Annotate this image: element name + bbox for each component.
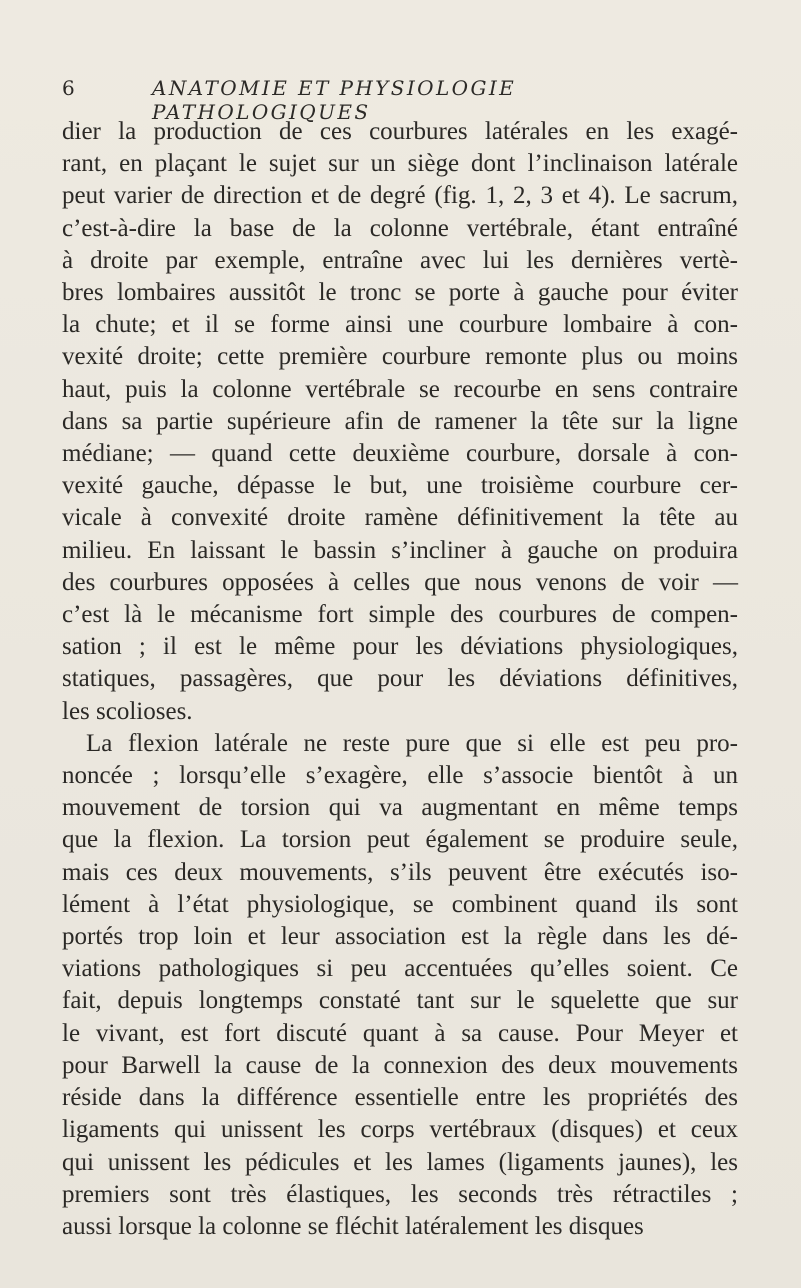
text-line: lément à l’état physiologique, se combinent quand ils sont bbox=[62, 890, 738, 918]
text-line: premiers sont très élastiques, les seconds très rétractiles ; bbox=[62, 1180, 738, 1208]
paragraph-1 bbox=[62, 116, 738, 728]
running-title: ANATOMIE ET PHYSIOLOGIE PATHOLOGIQUES bbox=[152, 76, 517, 124]
text-line: réside dans la différence essentielle entre les propriétés des bbox=[62, 1084, 738, 1112]
text-line: haut, puis la colonne vertébrale se recourbe en sens contraire bbox=[62, 375, 738, 403]
text-line: c’est-à-dire la base de la colonne vertébrale, étant entraîné bbox=[62, 214, 738, 242]
text-line: dier la production de ces courbures latérales en les exagé- bbox=[62, 118, 738, 145]
text-line: vexité droite; cette première courbure remonte plus ou moins bbox=[62, 343, 738, 371]
text-line: aussi lorsque la colonne se fléchit latéralement les disques bbox=[62, 1212, 644, 1240]
text-line: médiane; — quand cette deuxième courbure, dorsale à con- bbox=[62, 440, 738, 468]
text-line: à droite par exemple, entraîne avec lui les dernières vertè- bbox=[62, 246, 738, 274]
page-header bbox=[62, 76, 742, 124]
text-line: la chute; et il se forme ainsi une courbure lombaire à con- bbox=[62, 311, 738, 339]
text-line: portés trop loin et leur association est la règle dans les dé- bbox=[62, 923, 738, 951]
text-line: ligaments qui unissent les corps vertébraux (disques) et ceux bbox=[62, 1116, 738, 1144]
text-line: rant, en plaçant le sujet sur un siège dont l’inclinaison latérale bbox=[62, 150, 738, 178]
text-line: des courbures opposées à celles que nous venons de voir — bbox=[62, 568, 738, 596]
text-line: milieu. En laissant le bassin s’incliner à gauche on produira bbox=[62, 536, 738, 564]
text-line: dans sa partie supérieure afin de ramener la tête sur la ligne bbox=[62, 407, 738, 435]
text-line: vexité gauche, dépasse le but, une troisième courbure cer- bbox=[62, 472, 738, 500]
text-line: bres lombaires aussitôt le tronc se porte à gauche pour éviter bbox=[62, 279, 738, 307]
text-line: c’est là le mécanisme fort simple des courbures de compen- bbox=[62, 601, 738, 629]
text-line: pour Barwell la cause de la connexion des deux mouvements bbox=[62, 1051, 738, 1079]
text-line: vicale à convexité droite ramène définitivement la tête au bbox=[62, 504, 738, 532]
text-line: viations pathologiques si peu accentuées qu’elles soient. Ce bbox=[62, 955, 738, 983]
paragraph-2 bbox=[62, 728, 738, 1243]
text-line: sation ; il est le même pour les déviations physiologiques, bbox=[62, 633, 738, 661]
text-line: les scolioses. bbox=[62, 697, 193, 725]
page-number: 6 bbox=[62, 76, 75, 100]
text-line: que la flexion. La torsion peut également se produire seule, bbox=[62, 826, 738, 854]
text-line: qui unissent les pédicules et les lames (ligaments jaunes), les bbox=[62, 1148, 738, 1176]
text-line: La flexion latérale ne reste pure que si elle est peu pro- bbox=[86, 729, 738, 757]
text-line: noncée ; lorsqu’elle s’exagère, elle s’associe bientôt à un bbox=[62, 762, 738, 790]
text-line: fait, depuis longtemps constaté tant sur le squelette que sur bbox=[62, 987, 738, 1015]
text-line: le vivant, est fort discuté quant à sa cause. Pour Meyer et bbox=[62, 1019, 738, 1047]
text-line: statiques, passagères, que pour les déviations définitives, bbox=[62, 665, 738, 693]
text-line: mouvement de torsion qui va augmentant en même temps bbox=[62, 794, 738, 822]
text-line: mais ces deux mouvements, s’ils peuvent être exécutés iso- bbox=[62, 858, 738, 886]
text-line: peut varier de direction et de degré (fig. 1, 2, 3 et 4). Le sacrum, bbox=[62, 182, 738, 210]
body-text bbox=[62, 116, 738, 1243]
